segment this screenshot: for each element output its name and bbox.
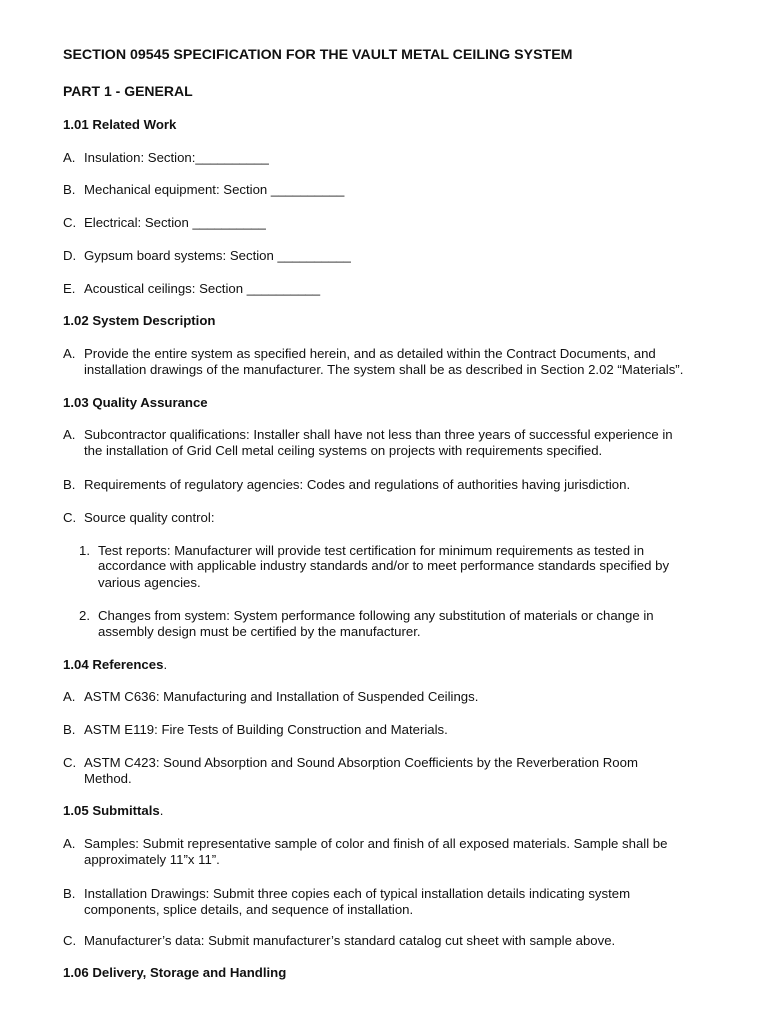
list-item-continuation: the installation of Grid Cell metal ceiling systems on projects with requirements specified.: [84, 443, 603, 458]
list-item: B. Mechanical equipment: Section __________: [63, 182, 345, 197]
sub-list-item: 2. Changes from system: System performance following any substitution of materials or change in: [79, 608, 654, 623]
list-item: B. Requirements of regulatory agencies: Codes and regulations of authorities having jurisdiction.: [63, 477, 631, 492]
part-heading: PART 1 - GENERAL: [63, 83, 193, 99]
list-item-continuation: approximately 11”x 11”.: [84, 852, 220, 867]
list-item: B. ASTM E119: Fire Tests of Building Construction and Materials.: [63, 722, 448, 737]
heading-1-05: 1.05 Submittals.: [63, 803, 164, 818]
list-item-continuation: installation drawings of the manufacturer. The system shall be as described in Section 2.02 “Materials”.: [84, 362, 684, 377]
list-item: C. Source quality control:: [63, 510, 215, 525]
heading-1-02: 1.02 System Description: [63, 313, 216, 328]
list-item: E. Acoustical ceilings: Section __________: [63, 281, 321, 296]
list-item-continuation: components, splice details, and sequence of installation.: [84, 902, 414, 917]
list-item: A. Insulation: Section:__________: [63, 150, 269, 165]
list-item: B. Installation Drawings: Submit three copies each of typical installation details indicating system: [63, 886, 631, 901]
list-item: D. Gypsum board systems: Section __________: [63, 248, 351, 263]
sub-list-item: 1. Test reports: Manufacturer will provide test certification for minimum requirements as tested in: [79, 543, 645, 558]
list-item: A. Provide the entire system as specified herein, and as detailed within the Contract Documents, and: [63, 346, 656, 361]
list-item: C. Electrical: Section __________: [63, 215, 266, 230]
list-item: C. ASTM C423: Sound Absorption and Sound Absorption Coefficients by the Reverberation Room: [63, 755, 638, 770]
sub-list-item-continuation: accordance with applicable industry standards and/or to meet performance standards specified by: [98, 558, 670, 573]
heading-1-01: 1.01 Related Work: [63, 117, 177, 132]
list-item: A. ASTM C636: Manufacturing and Installation of Suspended Ceilings.: [63, 689, 479, 704]
section-title: SECTION 09545 SPECIFICATION FOR THE VAULT METAL CEILING SYSTEM: [63, 47, 573, 63]
heading-1-06: 1.06 Delivery, Storage and Handling: [63, 965, 287, 980]
sub-list-item-continuation: various agencies.: [98, 575, 201, 590]
heading-1-04: 1.04 References.: [63, 657, 168, 672]
sub-list-item-continuation: assembly design must be certified by the manufacturer.: [98, 624, 421, 639]
list-item: C. Manufacturer’s data: Submit manufacturer’s standard catalog cut sheet with sample above.: [63, 933, 616, 948]
list-item-continuation: Method.: [84, 771, 132, 786]
list-item: A. Subcontractor qualifications: Installer shall have not less than three years of successful experience in: [63, 427, 673, 442]
list-item: A. Samples: Submit representative sample of color and finish of all exposed materials. Sample shall be: [63, 836, 668, 851]
heading-1-03: 1.03 Quality Assurance: [63, 395, 208, 410]
